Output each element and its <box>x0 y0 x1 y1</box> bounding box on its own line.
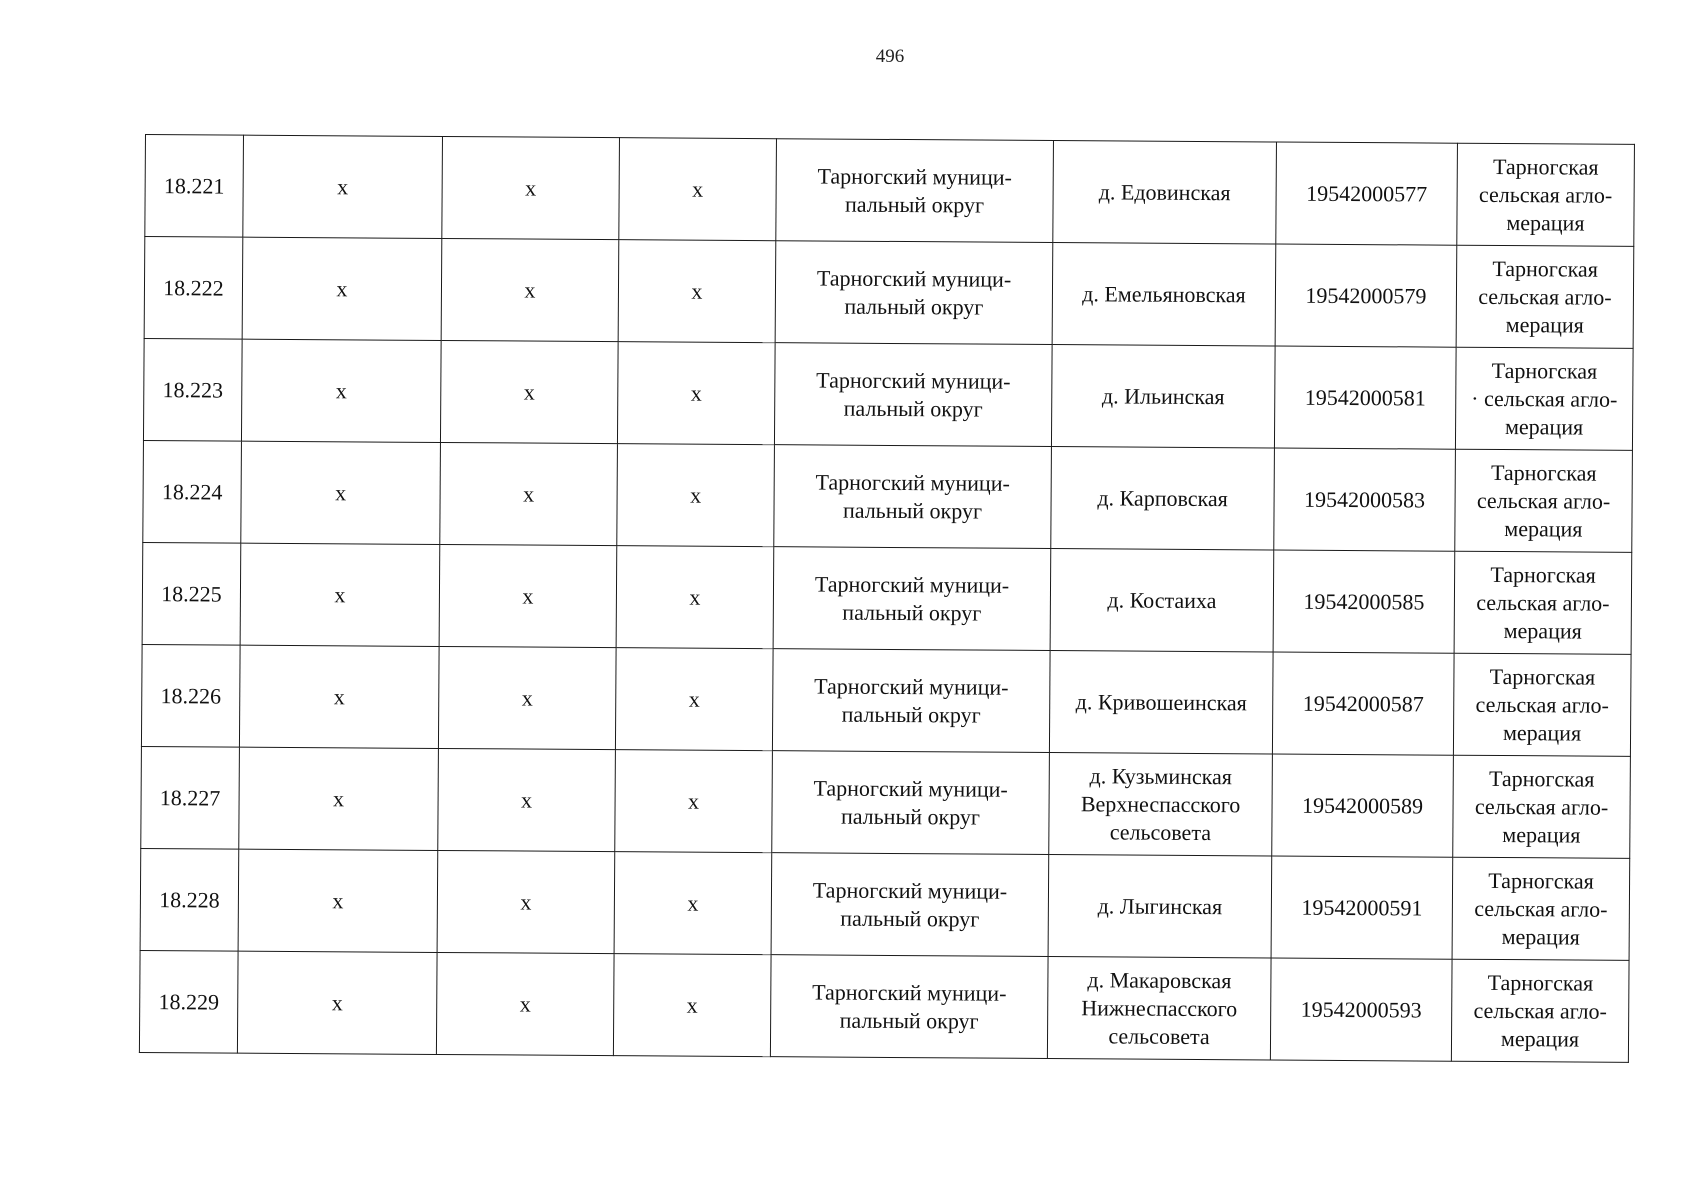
municipal-district-cell: Тарногский муници- пальный округ <box>774 445 1052 549</box>
settlements-table <box>139 134 1635 1063</box>
table-row <box>141 644 1631 756</box>
oktmo-code-cell: 19542000593 <box>1270 958 1452 1061</box>
x-mark-cell: x <box>439 544 617 647</box>
row-number-cell: 18.228 <box>140 848 239 951</box>
x-mark-cell: x <box>440 442 618 545</box>
x-mark-cell: x <box>438 646 616 749</box>
row-number-cell: 18.222 <box>144 237 243 340</box>
table-body <box>139 135 1634 1063</box>
municipal-district-cell: Тарногский муници- пальный округ <box>772 649 1050 753</box>
agglomeration-cell: Тарногская · сельская агло- мерация <box>1455 347 1633 450</box>
settlement-name-cell: д. Кривошеинская <box>1049 651 1273 754</box>
row-number-cell: 18.223 <box>143 338 242 441</box>
page-number: 496 <box>875 46 905 67</box>
table-row <box>143 440 1633 552</box>
settlement-name-cell: д. Макаровская Нижнеспасского сельсовета <box>1047 957 1271 1060</box>
x-mark-cell: x <box>615 750 773 853</box>
x-mark-cell: x <box>441 238 619 341</box>
agglomeration-cell: Тарногская сельская агло- мерация <box>1456 245 1634 348</box>
row-number-cell: 18.224 <box>143 440 242 543</box>
agglomeration-cell: Тарногская сельская агло- мерация <box>1454 551 1632 654</box>
x-mark-cell: x <box>619 138 777 241</box>
table-row <box>141 746 1631 858</box>
x-mark-cell: x <box>438 748 616 851</box>
x-mark-cell: x <box>239 645 439 748</box>
table-row <box>142 542 1632 654</box>
x-mark-cell: x <box>440 340 618 443</box>
x-mark-cell: x <box>238 849 438 952</box>
row-number-cell: 18.226 <box>141 644 240 747</box>
agglomeration-cell: Тарногская сельская агло- мерация <box>1451 959 1629 1062</box>
oktmo-code-cell: 19542000585 <box>1273 550 1455 653</box>
x-mark-cell: x <box>243 135 443 238</box>
x-mark-cell: x <box>617 444 775 547</box>
table-row <box>144 237 1634 349</box>
row-number-cell: 18.227 <box>141 746 240 849</box>
x-mark-cell: x <box>614 852 772 955</box>
x-mark-cell: x <box>613 954 771 1057</box>
municipal-district-cell: Тарногский муници- пальный округ <box>775 241 1053 345</box>
oktmo-code-cell: 19542000577 <box>1276 142 1458 245</box>
x-mark-cell: x <box>615 648 773 751</box>
x-mark-cell: x <box>617 342 775 445</box>
municipal-district-cell: Тарногский муници- пальный округ <box>772 751 1050 855</box>
oktmo-code-cell: 19542000587 <box>1272 652 1454 755</box>
row-number-cell: 18.225 <box>142 542 241 645</box>
agglomeration-cell: Тарногская сельская агло- мерация <box>1455 449 1633 552</box>
agglomeration-cell: Тарногская сельская агло- мерация <box>1457 143 1635 246</box>
settlement-name-cell: д. Костаиха <box>1050 549 1274 652</box>
settlement-name-cell: д. Ильинская <box>1051 345 1275 448</box>
table-row <box>143 338 1633 450</box>
x-mark-cell: x <box>241 441 441 544</box>
oktmo-code-cell: 19542000589 <box>1272 754 1454 857</box>
x-mark-cell: x <box>237 951 437 1054</box>
table-row <box>140 848 1630 960</box>
x-mark-cell: x <box>616 546 774 649</box>
agglomeration-cell: Тарногская сельская агло- мерация <box>1452 857 1630 960</box>
x-mark-cell: x <box>240 543 440 646</box>
settlement-name-cell: д. Лыгинская <box>1048 855 1272 958</box>
x-mark-cell: x <box>442 136 620 239</box>
x-mark-cell: x <box>241 339 441 442</box>
settlement-name-cell: д. Едовинская <box>1053 141 1277 244</box>
x-mark-cell: x <box>437 850 615 953</box>
municipal-district-cell: Тарногский муници- пальный округ <box>771 853 1049 957</box>
x-mark-cell: x <box>618 240 776 343</box>
agglomeration-cell: Тарногская сельская агло- мерация <box>1453 653 1631 756</box>
document-table-container <box>139 134 1634 1063</box>
oktmo-code-cell: 19542000583 <box>1274 448 1456 551</box>
municipal-district-cell: Тарногский муници- пальный округ <box>770 955 1048 1059</box>
agglomeration-cell: Тарногская сельская агло- мерация <box>1453 755 1631 858</box>
settlement-name-cell: д. Карповская <box>1051 447 1275 550</box>
settlement-name-cell: д. Кузьминская Верхнеспасского сельсовета <box>1049 753 1273 856</box>
municipal-district-cell: Тарногский муници- пальный округ <box>774 343 1052 447</box>
oktmo-code-cell: 19542000591 <box>1271 856 1453 959</box>
settlement-name-cell: д. Емельяновская <box>1052 243 1276 346</box>
oktmo-code-cell: 19542000581 <box>1274 346 1456 449</box>
row-number-cell: 18.221 <box>145 135 244 238</box>
x-mark-cell: x <box>436 952 614 1055</box>
row-number-cell: 18.229 <box>139 950 238 1053</box>
x-mark-cell: x <box>239 747 439 850</box>
municipal-district-cell: Тарногский муници- пальный округ <box>776 139 1054 243</box>
table-row <box>139 950 1629 1062</box>
oktmo-code-cell: 19542000579 <box>1275 244 1457 347</box>
municipal-district-cell: Тарногский муници- пальный округ <box>773 547 1051 651</box>
x-mark-cell: x <box>242 237 442 340</box>
table-row <box>145 135 1635 247</box>
